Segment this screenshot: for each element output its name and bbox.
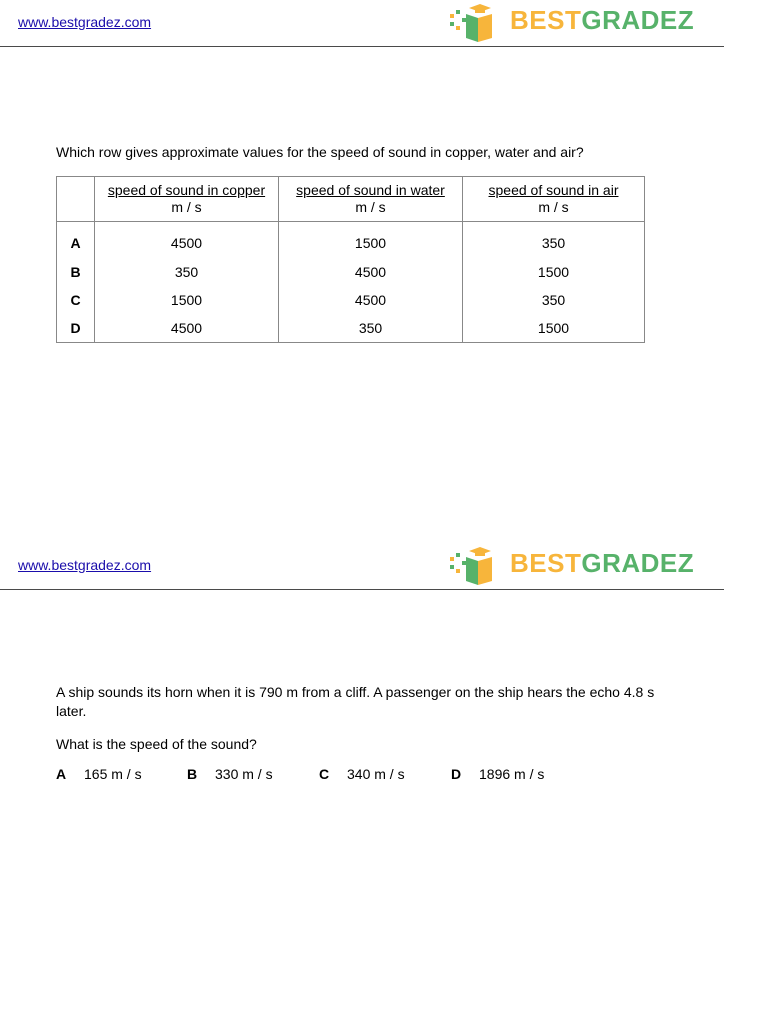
- logo-text-gradez: GRADEZ: [581, 548, 695, 578]
- logo-book-icon: [448, 543, 508, 587]
- table-header-row: [57, 177, 645, 222]
- logo-text-gradez: GRADEZ: [581, 5, 695, 35]
- table-row: [57, 314, 645, 343]
- cell-water: 4500: [279, 286, 463, 314]
- option-a: A 165 m / s: [56, 766, 142, 782]
- cell-copper: 1500: [95, 286, 279, 314]
- question1-text: Which row gives approximate values for the speed of sound in copper, water and air?: [56, 144, 584, 160]
- table-row: [57, 258, 645, 286]
- bestgradez-logo: [448, 543, 710, 587]
- question2-prompt: What is the speed of the sound?: [56, 736, 257, 752]
- row-label: B: [57, 258, 95, 286]
- cell-copper: 350: [95, 258, 279, 286]
- cell-water: 350: [279, 314, 463, 343]
- cell-copper: 4500: [95, 314, 279, 343]
- cell-air: 1500: [463, 314, 645, 343]
- bestgradez-logo: [448, 0, 710, 44]
- header-blank-cell: [57, 177, 95, 222]
- row-label: A: [57, 222, 95, 259]
- page-header: [0, 0, 724, 47]
- cell-copper: 4500: [95, 222, 279, 259]
- speed-table: [56, 176, 645, 343]
- option-d: D 1896 m / s: [451, 766, 545, 782]
- logo-text-best: BEST: [510, 548, 582, 578]
- cell-air: 350: [463, 222, 645, 259]
- row-label: D: [57, 314, 95, 343]
- site-link[interactable]: www.bestgradez.com: [18, 557, 152, 573]
- cell-air: 1500: [463, 258, 645, 286]
- option-c: C 340 m / s: [319, 766, 405, 782]
- logo-text-best: BEST: [510, 5, 582, 35]
- cell-water: 1500: [279, 222, 463, 259]
- table-row: [57, 222, 645, 259]
- row-label: C: [57, 286, 95, 314]
- question2-line1: A ship sounds its horn when it is 790 m from a cliff. A passenger on the ship hears the echo 4.8 s: [56, 684, 655, 700]
- table-row: [57, 286, 645, 314]
- header-water: speed of sound in water m / s: [279, 177, 463, 222]
- header-air: speed of sound in air m / s: [463, 177, 645, 222]
- header-copper: speed of sound in copper m / s: [95, 177, 279, 222]
- site-link[interactable]: www.bestgradez.com: [18, 14, 152, 30]
- logo-book-icon: [448, 0, 508, 44]
- question2-text: [56, 683, 654, 721]
- option-b: B 330 m / s: [187, 766, 273, 782]
- cell-air: 350: [463, 286, 645, 314]
- page-header: [0, 543, 724, 590]
- question2-line2: later.: [56, 703, 87, 719]
- cell-water: 4500: [279, 258, 463, 286]
